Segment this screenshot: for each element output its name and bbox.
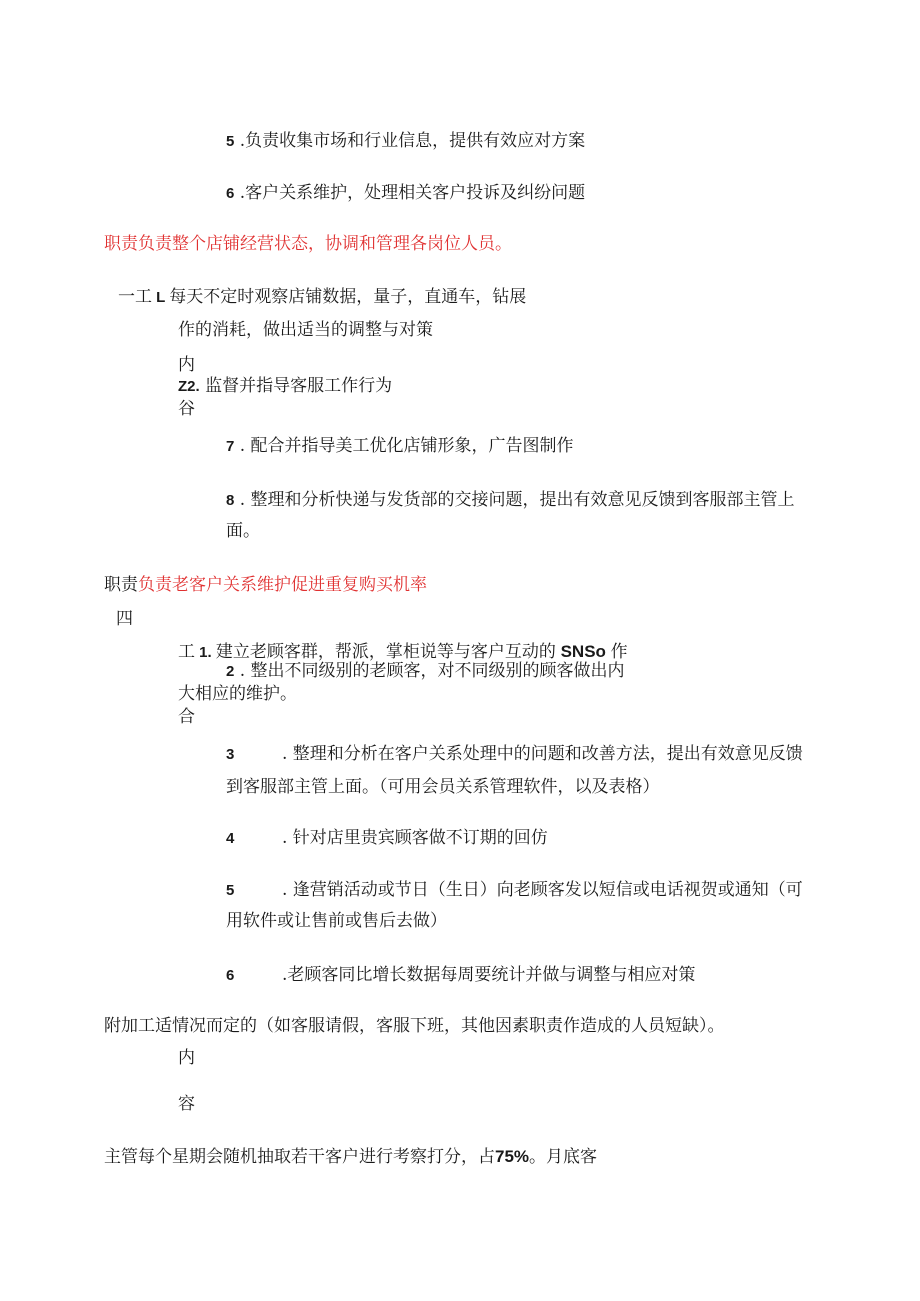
item-number: Z2.: [178, 378, 200, 395]
section-heading: 职责负责整个店铺经营状态，协调和管理各岗位人员。: [104, 234, 512, 254]
item-text: .客户关系维护，处理相关客户投诉及纠纷问题: [234, 183, 586, 203]
side-label-nei: 内: [178, 355, 195, 375]
duty-item-5-continued: 用软件或让售前或售后去做）: [226, 911, 447, 931]
side-label: 工: [178, 642, 195, 662]
duty-item-4: [226, 827, 548, 850]
side-label-rong: 容: [178, 1094, 195, 1114]
item-text: .负责收集市场和行业信息，提供有效应对方案: [234, 131, 586, 151]
assessment-text: [104, 1146, 597, 1168]
section-number-label: 四: [116, 609, 133, 629]
duty-item-2: [226, 660, 625, 683]
assessment-text-a: 主管每个星期会随机抽取若干客户进行考察打分，占: [104, 1147, 495, 1167]
item-text: . 配合并指导美工优化店铺形象，广告图制作: [234, 436, 574, 456]
item-text: 监督并指导客服工作行为: [199, 376, 393, 396]
duty-item-7: [226, 435, 574, 458]
item-number: 8: [226, 492, 235, 509]
duty-item-6: [226, 964, 695, 987]
item-number: 5: [226, 133, 235, 150]
heading-black: 职责: [104, 575, 138, 595]
duty-item-2-continued: 大相应的维护。: [178, 684, 297, 704]
duty-item-3-continued: 到客服部主管上面。（可用会员关系管理软件，以及表格）: [226, 777, 660, 797]
side-label-nei: 内: [178, 1048, 195, 1068]
item-number: 7: [226, 438, 235, 455]
assessment-percent: 75%: [495, 1147, 530, 1166]
item-number: 4: [226, 830, 235, 847]
duty-item-6: [226, 182, 585, 205]
item-text: 每天不定时观察店铺数据，量子，直通车，钻展: [169, 287, 527, 307]
duty-item-3: [226, 743, 803, 766]
item-end: 作: [610, 642, 628, 662]
item-number: L: [152, 289, 170, 306]
item-text: .老顾客同比增长数据每周要统计并做与调整与相应对策: [282, 965, 696, 985]
duty-item-5: [226, 879, 803, 902]
item-text: . 整出不同级别的老顾客，对不同级别的顾客做出内: [234, 661, 625, 681]
duty-item-2: [178, 375, 392, 398]
item-text: . 整理和分析快递与发货部的交接问题，提出有效意见反馈到客服部主管上: [234, 490, 795, 510]
duty-item-8-continued: 面。: [226, 521, 260, 541]
item-text: . 整理和分析在客户关系处理中的问题和改善方法，提出有效意见反馈: [282, 744, 803, 764]
duty-item-8: [226, 489, 795, 512]
additional-duty: 附加工适情况而定的（如客服请假，客服下班，其他因素职责作造成的人员短缺）。: [104, 1016, 725, 1036]
item-number: 3: [226, 746, 235, 763]
duty-item-1-continued: 作的消耗，做出适当的调整与对策: [178, 320, 433, 340]
side-label-rong: 谷: [178, 399, 195, 419]
item-tail: SNSo: [555, 642, 611, 661]
item-number: 5: [226, 882, 235, 899]
heading-red: 负责老客户关系维护促进重复购买机率: [138, 575, 427, 595]
item-text: . 逢营销活动或节日（生日）向老顾客发以短信或电话视贺或通知（可: [282, 880, 803, 900]
side-label-he: 合: [178, 707, 195, 727]
assessment-text-b: 。月底客: [529, 1147, 598, 1167]
item-number: 6: [226, 185, 235, 202]
item-text: . 针对店里贵宾顾客做不订期的回仿: [282, 828, 548, 848]
side-label: 一工: [118, 287, 152, 307]
item-number: 6: [226, 967, 235, 984]
item-text: 建立老顾客群，帮派，掌柜说等与客户互动的: [215, 642, 556, 662]
item-number: 2: [226, 663, 235, 680]
section-heading: [104, 574, 427, 596]
duty-item-5: [226, 130, 585, 153]
duty-item-1: [118, 286, 526, 309]
item-number: 1.: [195, 644, 216, 661]
